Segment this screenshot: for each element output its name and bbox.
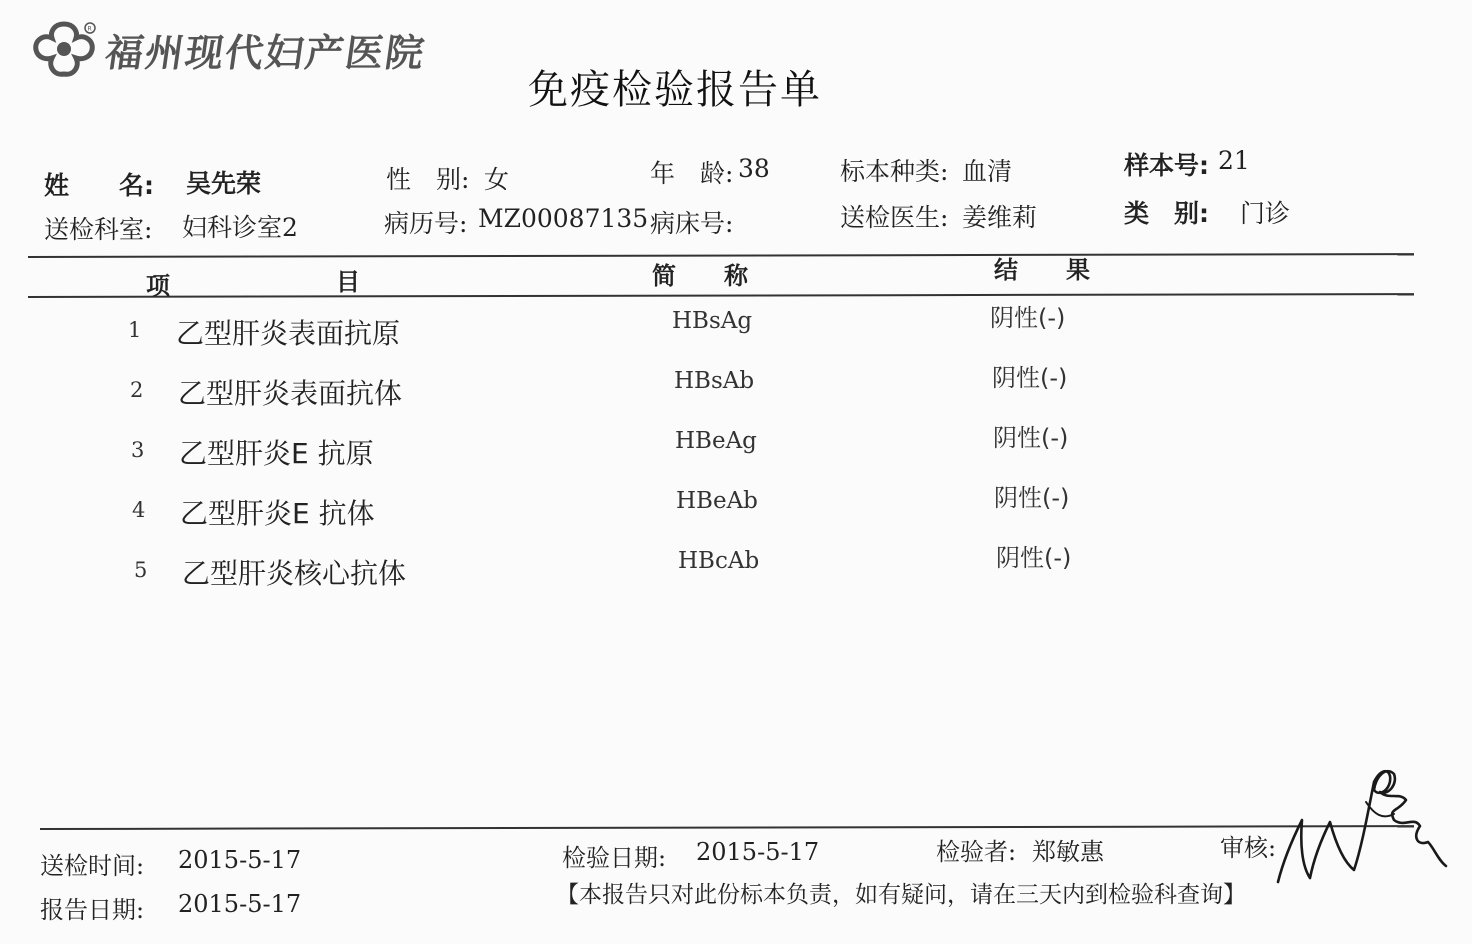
report-title: 免疫检验报告单: [528, 67, 822, 113]
department: 妇科诊室2: [182, 213, 298, 242]
header-result: 结 果: [994, 256, 1090, 284]
header-item: 项: [146, 272, 170, 300]
row-5-abbr: HBcAb: [678, 548, 760, 574]
divider-header: [28, 293, 1414, 298]
row-1-num: 1: [128, 318, 142, 342]
gender-label: 性 别:: [386, 165, 470, 194]
row-1-name: 乙型肝炎表面抗原: [176, 317, 401, 350]
specimen-type: 血清: [962, 157, 1013, 186]
specimen-label: 标本种类:: [840, 157, 949, 186]
bed-no-label: 病床号:: [650, 209, 734, 238]
disclaimer-note: 【本报告只对此份标本负责，如有疑问，请在三天内到检验科查询】: [556, 882, 1246, 908]
hospital-name: 福州现代妇产医院: [102, 30, 429, 75]
record-no-label: 病历号:: [384, 209, 468, 238]
row-4-name: 乙型肝炎E 抗体: [180, 497, 375, 530]
row-2-name: 乙型肝炎表面抗体: [178, 377, 403, 410]
row-4-result: 阴性(-): [994, 484, 1070, 512]
hospital-logo: [28, 18, 429, 80]
name-label: 姓 名:: [44, 171, 154, 200]
row-3-num: 3: [131, 438, 145, 462]
header-item-2: 目: [336, 268, 360, 296]
submit-time: 2015-5-17: [178, 846, 302, 874]
doctor-label: 送检医生:: [840, 203, 949, 232]
patient-age: 38: [738, 154, 770, 183]
age-label: 年 龄:: [650, 159, 734, 188]
row-1-result: 阴性(-): [990, 304, 1066, 332]
header-abbr: 简 称: [652, 262, 748, 290]
row-2-num: 2: [130, 378, 144, 402]
svg-text:R: R: [87, 25, 92, 33]
category-label: 类 别:: [1124, 199, 1209, 228]
row-3-result: 阴性(-): [993, 424, 1069, 452]
sample-no: 21: [1218, 146, 1250, 175]
submit-time-label: 送检时间:: [40, 852, 145, 880]
row-3-name: 乙型肝炎E 抗原: [179, 437, 374, 470]
row-3-abbr: HBeAg: [675, 428, 757, 454]
doctor-name: 姜维莉: [962, 203, 1038, 232]
row-2-result: 阴性(-): [992, 364, 1068, 392]
sample-no-label: 样本号:: [1124, 151, 1209, 180]
patient-gender: 女: [484, 165, 510, 194]
row-5-name: 乙型肝炎核心抗体: [182, 557, 407, 590]
tester-name: 郑敏惠: [1032, 838, 1104, 866]
divider-footer: [40, 825, 1414, 830]
row-1-abbr: HBsAg: [672, 308, 753, 334]
handwritten-signature: [1270, 762, 1460, 892]
report-date-label: 报告日期:: [40, 896, 145, 924]
row-4-abbr: HBeAb: [676, 488, 758, 514]
department-label: 送检科室:: [44, 215, 153, 244]
record-no: MZ00087135: [478, 204, 649, 233]
report-date: 2015-5-17: [178, 890, 302, 918]
test-date-label: 检验日期:: [562, 844, 667, 872]
category: 门诊: [1240, 199, 1291, 228]
row-5-num: 5: [134, 558, 148, 582]
row-5-result: 阴性(-): [996, 544, 1072, 572]
patient-name: 吴先荣: [186, 169, 262, 198]
reviewer-label: 审核:: [1220, 834, 1277, 862]
row-2-abbr: HBsAb: [674, 368, 755, 394]
test-date: 2015-5-17: [696, 838, 820, 866]
hospital-logo-icon: [28, 18, 100, 80]
row-4-num: 4: [132, 498, 146, 522]
tester-label: 检验者:: [936, 838, 1017, 866]
